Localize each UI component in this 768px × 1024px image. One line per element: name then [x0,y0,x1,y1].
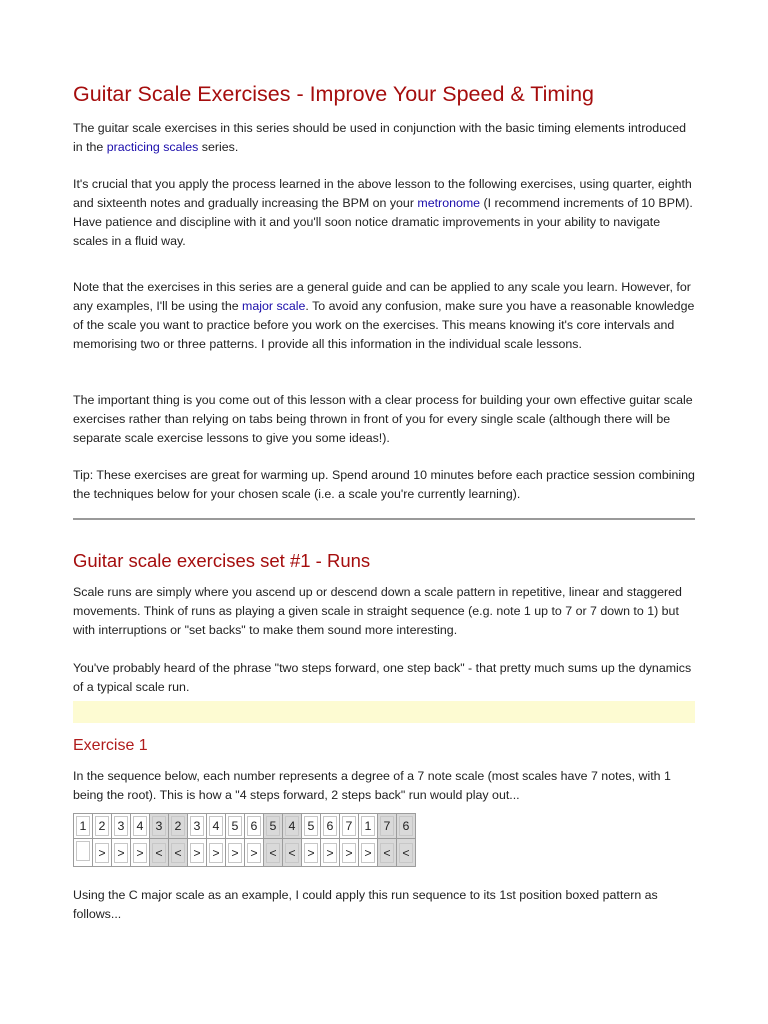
intro-paragraph-4: The important thing is you come out of this lesson with a clear process for building your own effective guitar scale exercises rather than relying on tabs being thrown in front of you for every single scale (although there will be separate scale exercise lessons to give you some ideas!). [73,393,693,445]
direction-cell [188,839,207,867]
exercise-paragraph-2: Using the C major scale as an example, I could apply this run sequence to its 1st position boxed pattern as follows... [73,888,658,921]
direction-cell [378,839,397,867]
scale-degree-value: 7 [380,816,394,836]
metronome-link[interactable]: metronome [417,196,481,210]
direction-cell [169,839,188,867]
direction-cell [207,839,226,867]
scale-degree-value: 6 [323,816,337,836]
direction-arrow: < [285,843,299,863]
intro-text: . To avoid any confusion, make sure you have a reasonable knowledge of the scale you want to practice before you work on the exercises. This means knowing it's core intervals and memorising two or three patterns. I provide all this information in the individual scale lessons. [73,299,695,351]
section-heading-runs: Guitar scale exercises set #1 - Runs [73,550,371,571]
direction-arrow: > [342,843,356,863]
direction-arrow: > [304,843,318,863]
direction-cell [340,839,359,867]
direction-cell [302,839,321,867]
direction-arrow: < [152,843,166,863]
intro-text: The guitar scale exercises in this series should be used in conjunction with the basic timing elements introduced in the [73,121,686,154]
direction-arrow: < [266,843,280,863]
scale-degree-value: 3 [114,816,128,836]
scale-degree-cell [188,814,207,839]
scale-degree-value: 3 [190,816,204,836]
direction-arrow: > [361,843,375,863]
scale-degree-cell [321,814,340,839]
direction-cell [245,839,264,867]
section-divider [73,518,695,520]
direction-cell [150,839,169,867]
direction-arrow: > [247,843,261,863]
direction-arrow: < [171,843,185,863]
direction-cell [74,839,93,867]
run-sequence-table [73,813,416,867]
scale-degree-value: 2 [95,816,109,836]
intro-paragraph-1 [73,119,698,157]
major-scale-link[interactable]: major scale [242,299,306,313]
direction-cell [226,839,245,867]
runs-paragraph-2: You've probably heard of the phrase "two steps forward, one step back" - that pretty much sums up the dynamics of a typical scale run. [73,661,692,694]
direction-cell [131,839,150,867]
intro-paragraph-3 [73,278,698,354]
intro-text: (I recommend increments of 10 BPM). Have patience and discipline with it and you'll soon notice dramatic improvements in your ability to navigate scales in a fluid way. [73,196,693,248]
exercise-heading: Exercise 1 [73,737,148,754]
direction-cell [283,839,302,867]
direction-row [74,839,416,867]
scale-degree-cell [169,814,188,839]
scale-degree-cell [264,814,283,839]
scale-degree-value: 5 [304,816,318,836]
direction-arrow: < [380,843,394,863]
scale-degree-value: 4 [285,816,299,836]
scale-degree-cell [131,814,150,839]
scale-degree-cell [112,814,131,839]
direction-arrow: < [399,843,413,863]
scale-degree-cell [340,814,359,839]
scale-degree-value: 1 [361,816,375,836]
runs-paragraph-1: Scale runs are simply where you ascend up or descend down a scale pattern in repetitive, linear and staggered movements. Think of runs as playing a given scale in straight sequence (e.g. note 1 up to 7 or 7 down to 1) but with interruptions or "set backs" to make them sound more interesting. [73,585,682,637]
scale-degree-value: 2 [171,816,185,836]
scale-degree-value: 3 [152,816,166,836]
intro-text: series. [198,140,239,154]
direction-arrow: > [228,843,242,863]
scale-degree-value: 5 [228,816,242,836]
direction-cell [321,839,340,867]
scale-degree-value: 4 [133,816,147,836]
direction-cell [112,839,131,867]
scale-degree-cell [74,814,93,839]
direction-arrow: > [323,843,337,863]
direction-cell [264,839,283,867]
direction-arrow: > [209,843,223,863]
direction-cell [359,839,378,867]
page-title: Guitar Scale Exercises - Improve Your Speed & Timing [73,82,595,106]
scale-degree-value: 6 [247,816,261,836]
practicing-scales-link[interactable]: practicing scales [106,140,199,154]
scale-degree-value: 4 [209,816,223,836]
scale-degree-cell [397,814,416,839]
scale-degree-cell [283,814,302,839]
scale-degree-cell [226,814,245,839]
intro-paragraph-2 [73,175,698,251]
exercise-paragraph-1: In the sequence below, each number represents a degree of a 7 note scale (most scales have 7 notes, with 1 being the root). This is how a "4 steps forward, 2 steps back" run would play out... [73,769,671,802]
scale-degree-cell [359,814,378,839]
scale-degree-value: 6 [399,816,413,836]
direction-cell [397,839,416,867]
direction-arrow [76,841,90,861]
direction-cell [93,839,112,867]
scale-degree-value: 7 [342,816,356,836]
scale-degree-cell [93,814,112,839]
intro-text: It's crucial that you apply the process learned in the above lesson to the following exercises, using quarter, eighth and sixteenth notes and gradually increasing the BPM on your [73,177,692,210]
scale-degree-cell [207,814,226,839]
direction-arrow: > [133,843,147,863]
scale-degree-cell [302,814,321,839]
scale-degree-row [74,814,416,839]
scale-degree-cell [378,814,397,839]
scale-degree-cell [150,814,169,839]
direction-arrow: > [190,843,204,863]
scale-degree-cell [245,814,264,839]
intro-text: Note that the exercises in this series are a general guide and can be applied to any scale you learn. However, for any examples, I'll be using the [73,280,691,313]
tip-paragraph: Tip: These exercises are great for warming up. Spend around 10 minutes before each practice session combining the techniques below for your chosen scale (i.e. a scale you're currently learning). [73,468,695,501]
scale-degree-value: 5 [266,816,280,836]
direction-arrow: > [114,843,128,863]
highlight-box [73,701,695,723]
scale-degree-value: 1 [76,816,90,836]
direction-arrow: > [95,843,109,863]
